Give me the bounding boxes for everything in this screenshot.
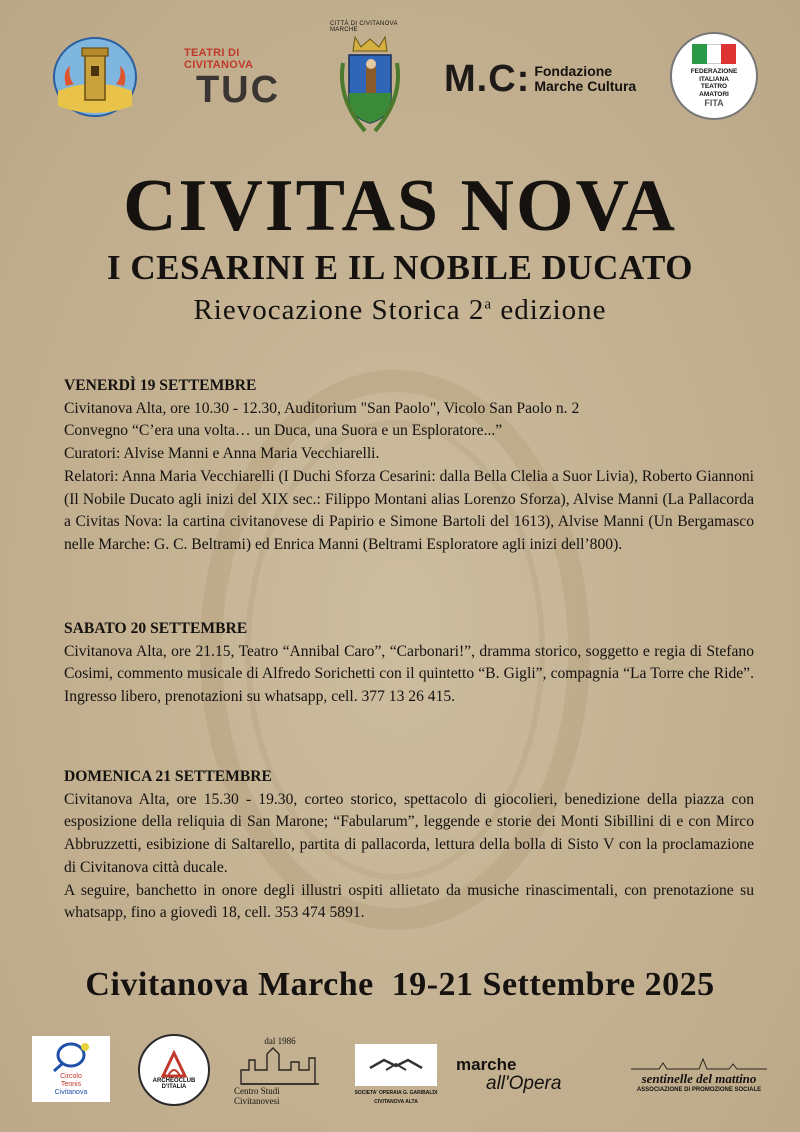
- tennis-line3: Civitanova: [54, 1089, 88, 1096]
- edition-sup: a: [484, 296, 493, 313]
- societa-operaia-logo: [354, 1040, 438, 1108]
- tower-logo: [52, 36, 138, 118]
- skyline-line-icon: [629, 1057, 769, 1071]
- comune-crest-logo: [330, 20, 410, 138]
- centro-year: dal 1986: [264, 1036, 296, 1046]
- event-day: SABATO 20 SETTEMBRE: [64, 620, 248, 637]
- event-friday: [64, 375, 754, 557]
- mc-fondazione-logo: [444, 56, 656, 102]
- comune-crest-text: CITTÀ DI CIVITANOVA MARCHE: [330, 21, 398, 33]
- italian-flag-icon: [692, 44, 736, 64]
- mc-big-label: M.C:: [444, 57, 531, 100]
- event-day: VENERDÌ 19 SETTEMBRE: [64, 377, 257, 394]
- event-line: Convegno “C’era una volta… un Duca, una Suora e un Esploratore...”: [64, 422, 503, 440]
- tennis-line1: Circolo: [60, 1073, 82, 1080]
- event-line: Civitanova Alta, ore 10.30 - 12.30, Auditorium "San Paolo", Vicolo San Paolo n. 2: [64, 399, 580, 417]
- arch-icon: [159, 1050, 189, 1078]
- town-skyline-icon: [239, 1046, 321, 1086]
- event-line: Civitanova Alta, ore 15.30 - 19.30, corteo storico, spettacolo di giocolieri, benedizione della piazza con esposizione della reliquia di San Marone; “Fabularum”, leggende e storie dei Monti Sibillini di e con Mirco Abbruzzetti, esibizione di Saltarello, partita di pallacorda, lettura della bolla di Sisto V con la proclamazione di Civitanova città ducale.: [64, 790, 754, 876]
- event-line: Civitanova Alta, ore 21.15, Teatro “Annibal Caro”, “Carbonari!”, dramma storico, soggetto e regia di Stefano Cosimi, commento musicale di Alfredo Sorichetti con il quintetto “B. Gigli”, compagnia “La Torre che Ride”. Ingresso libero, prenotazioni su whatsapp, cell. 377 13 26 415.: [64, 642, 754, 706]
- tennis-line2: Tennis: [60, 1081, 82, 1088]
- event-line: Curatori: Alvise Manni e Anna Maria Vecchiarelli.: [64, 445, 380, 463]
- tennis-racket-icon: [51, 1041, 91, 1073]
- tuc-small-label: TEATRI DI CIVITANOVA: [184, 47, 254, 71]
- footer-date-line: Civitanova Marche 19-21 Settembre 2025: [85, 966, 715, 1003]
- subtitle: I CESARINI E IL NOBILE DUCATO: [106, 248, 693, 287]
- edition-pre: Rievocazione Storica 2: [193, 294, 485, 326]
- sentinelle-sub: ASSOCIAZIONE DI PROMOZIONE SOCIALE: [636, 1087, 762, 1093]
- tuc-big-label: TUC: [195, 69, 281, 111]
- fita-abbr: FITA: [704, 98, 724, 108]
- event-day: DOMENICA 21 SETTEMBRE: [64, 768, 272, 785]
- archeo-label: ARCHEOCLUB D'ITALIA: [152, 1078, 196, 1090]
- handshake-icon: [355, 1044, 437, 1086]
- archeoclub-logo: [138, 1034, 210, 1106]
- tuc-logo: [184, 47, 292, 111]
- event-saturday: [64, 618, 754, 709]
- edition-line: [0, 294, 800, 327]
- mc-line1: Fondazione: [534, 63, 613, 79]
- event-line: A seguire, banchetto in onore degli illustri ospiti allietato da musiche rinascimentali, con prenotazione su whatsapp, fino a giovedì 18, cell. 353 474 5891.: [64, 881, 754, 922]
- fita-text: FEDERAZIONE ITALIANA TEATRO AMATORI: [690, 68, 738, 98]
- societa-line1: SOCIETA' OPERAIA G. GARIBALDI: [354, 1089, 438, 1096]
- allopera-label: all'Opera: [486, 1073, 562, 1094]
- mc-line2: Marche Cultura: [534, 78, 637, 94]
- marche-label: marche: [456, 1055, 517, 1074]
- centro-studi-logo: [234, 1036, 326, 1106]
- circolo-tennis-logo: [32, 1036, 110, 1102]
- edition-post: edizione: [492, 294, 607, 326]
- societa-line2: CIVITANOVA ALTA: [374, 1098, 418, 1105]
- main-title: CIVITAS NOVA: [123, 165, 677, 247]
- event-sunday: [64, 766, 754, 925]
- mc-text-group: [534, 64, 636, 94]
- event-line: Relatori: Anna Maria Vecchiarelli (I Duchi Sforza Cesarini: dalla Bella Clelia a Suor Livia), Roberto Giannoni (Il Nobile Ducato agli inizi del XIX sec.: Filippo Montani alias Lorenzo Sforza), Alvise Manni (La Pallacorda a Civitas Nova: la cartina civitanovese di Papirio e Simone Bartoli del 1613), Alvise Manni (Un Bergamasco nelle Marche: G. C. Beltrami) ed Enrica Manni (Beltrami Esploratore agli inizi dell’800).: [64, 467, 754, 553]
- sentinelle-logo: [626, 1048, 772, 1102]
- marche-allopera-logo: [456, 1050, 586, 1100]
- fita-logo: [670, 32, 758, 120]
- sentinelle-name: sentinelle del mattino: [641, 1071, 757, 1086]
- centro-name: Centro Studi Civitanovesi: [234, 1086, 280, 1106]
